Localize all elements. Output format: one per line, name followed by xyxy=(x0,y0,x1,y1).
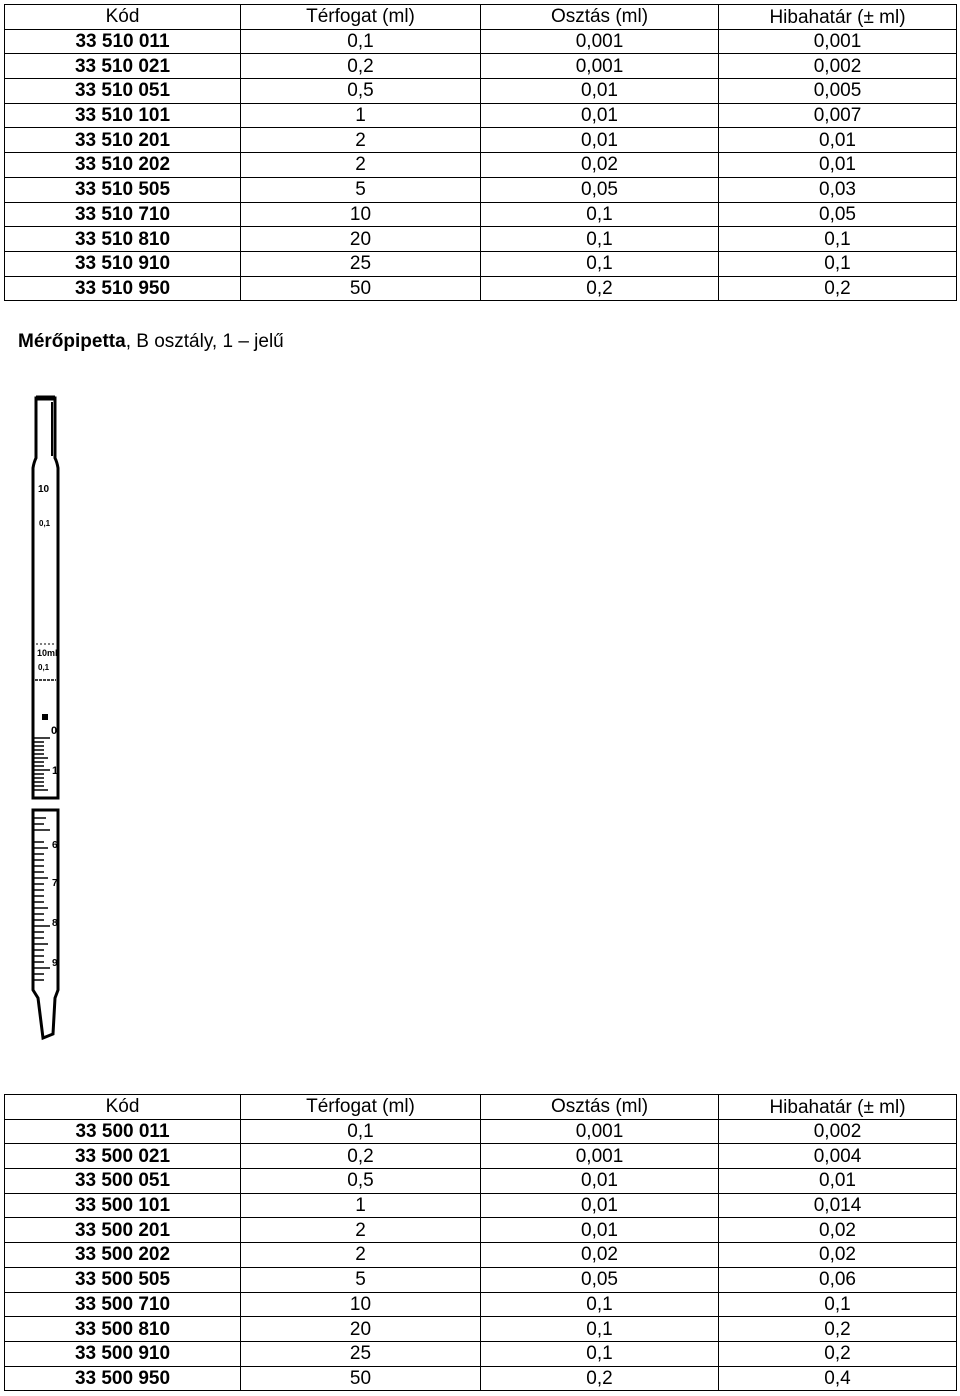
cell-volume: 2 xyxy=(241,128,481,153)
cell-code: 33 500 505 xyxy=(5,1267,241,1292)
cell-volume: 0,5 xyxy=(241,79,481,104)
table-row xyxy=(5,153,957,178)
pipette-label-one: 1 xyxy=(52,765,59,777)
cell-volume: 2 xyxy=(241,1243,481,1268)
cell-volume: 50 xyxy=(241,1366,481,1391)
caption-title: Mérőpipetta xyxy=(18,331,126,352)
pipette-label-six: 6 xyxy=(52,840,58,851)
cell-division: 0,2 xyxy=(481,276,719,301)
cell-division: 0,05 xyxy=(481,1267,719,1292)
cell-volume: 2 xyxy=(241,1218,481,1243)
specification-table-bottom xyxy=(4,1094,957,1391)
cell-code: 33 500 710 xyxy=(5,1292,241,1317)
pipette-lower-tube xyxy=(33,810,58,1038)
header-tolerance: Hibahatár (± ml) xyxy=(719,1095,957,1120)
cell-tolerance: 0,004 xyxy=(719,1144,957,1169)
pipette-label-seven: 7 xyxy=(52,878,58,889)
cell-volume: 25 xyxy=(241,1341,481,1366)
table-row xyxy=(5,79,957,104)
cell-division: 0,01 xyxy=(481,1169,719,1194)
cell-code: 33 510 202 xyxy=(5,153,241,178)
cell-division: 0,01 xyxy=(481,128,719,153)
cell-division: 0,02 xyxy=(481,1243,719,1268)
table-row xyxy=(5,227,957,252)
cell-division: 0,001 xyxy=(481,1119,719,1144)
header-division: Osztás (ml) xyxy=(481,5,719,30)
cell-division: 0,001 xyxy=(481,1144,719,1169)
cell-volume: 1 xyxy=(241,103,481,128)
cell-division: 0,01 xyxy=(481,1218,719,1243)
header-code: Kód xyxy=(5,5,241,30)
cell-code: 33 500 810 xyxy=(5,1317,241,1342)
table-row xyxy=(5,1292,957,1317)
table-row xyxy=(5,1341,957,1366)
cell-tolerance: 0,4 xyxy=(719,1366,957,1391)
cell-code: 33 510 021 xyxy=(5,54,241,79)
table-body xyxy=(5,1119,957,1391)
cell-volume: 5 xyxy=(241,177,481,202)
header-code: Kód xyxy=(5,1095,241,1120)
cell-division: 0,05 xyxy=(481,177,719,202)
cell-tolerance: 0,05 xyxy=(719,202,957,227)
product-caption xyxy=(18,331,284,353)
cell-code: 33 500 021 xyxy=(5,1144,241,1169)
cell-volume: 20 xyxy=(241,1317,481,1342)
cell-volume: 0,2 xyxy=(241,54,481,79)
table-row xyxy=(5,128,957,153)
cell-volume: 1 xyxy=(241,1193,481,1218)
cell-division: 0,1 xyxy=(481,251,719,276)
cell-code: 33 510 201 xyxy=(5,128,241,153)
cell-code: 33 500 201 xyxy=(5,1218,241,1243)
cell-tolerance: 0,02 xyxy=(719,1243,957,1268)
cell-volume: 0,2 xyxy=(241,1144,481,1169)
cell-volume: 0,1 xyxy=(241,29,481,54)
table-row xyxy=(5,177,957,202)
pipette-label-zero: 0 xyxy=(51,725,58,737)
table-row xyxy=(5,54,957,79)
cell-division: 0,2 xyxy=(481,1366,719,1391)
cell-volume: 20 xyxy=(241,227,481,252)
cell-tolerance: 0,01 xyxy=(719,1169,957,1194)
header-volume: Térfogat (ml) xyxy=(241,5,481,30)
cell-tolerance: 0,2 xyxy=(719,1341,957,1366)
cell-tolerance: 0,002 xyxy=(719,54,957,79)
cell-tolerance: 0,2 xyxy=(719,1317,957,1342)
cell-tolerance: 0,014 xyxy=(719,1193,957,1218)
specification-table-top xyxy=(4,4,957,301)
cell-code: 33 500 051 xyxy=(5,1169,241,1194)
caption-subtitle: , B osztály, 1 – jelű xyxy=(125,331,284,352)
table-row xyxy=(5,103,957,128)
cell-tolerance: 0,1 xyxy=(719,1292,957,1317)
cell-volume: 10 xyxy=(241,1292,481,1317)
cell-code: 33 500 011 xyxy=(5,1119,241,1144)
table-row xyxy=(5,1119,957,1144)
cell-tolerance: 0,01 xyxy=(719,128,957,153)
cell-code: 33 510 950 xyxy=(5,276,241,301)
table-body xyxy=(5,29,957,301)
cell-volume: 10 xyxy=(241,202,481,227)
cell-division: 0,01 xyxy=(481,1193,719,1218)
cell-volume: 2 xyxy=(241,153,481,178)
header-volume: Térfogat (ml) xyxy=(241,1095,481,1120)
graduated-pipette-illustration xyxy=(24,390,68,1042)
cell-volume: 50 xyxy=(241,276,481,301)
cell-code: 33 510 810 xyxy=(5,227,241,252)
cell-code: 33 510 101 xyxy=(5,103,241,128)
cell-tolerance: 0,1 xyxy=(719,227,957,252)
table-row xyxy=(5,1169,957,1194)
table-row xyxy=(5,202,957,227)
header-tolerance: Hibahatár (± ml) xyxy=(719,5,957,30)
cell-tolerance: 0,2 xyxy=(719,276,957,301)
cell-code: 33 510 910 xyxy=(5,251,241,276)
cell-tolerance: 0,005 xyxy=(719,79,957,104)
cell-code: 33 510 710 xyxy=(5,202,241,227)
table-row xyxy=(5,29,957,54)
cell-division: 0,1 xyxy=(481,1341,719,1366)
pipette-upper-tube xyxy=(33,398,58,798)
cell-code: 33 500 202 xyxy=(5,1243,241,1268)
table-row xyxy=(5,1267,957,1292)
cell-code: 33 500 910 xyxy=(5,1341,241,1366)
pipette-label-volume: 10 xyxy=(38,484,50,495)
cell-division: 0,01 xyxy=(481,79,719,104)
table-row xyxy=(5,1243,957,1268)
cell-division: 0,001 xyxy=(481,29,719,54)
cell-division: 0,02 xyxy=(481,153,719,178)
cell-tolerance: 0,03 xyxy=(719,177,957,202)
pipette-label-ml: 10ml xyxy=(37,648,58,658)
pipette-label-division: 0,1 xyxy=(39,519,51,528)
cell-volume: 0,1 xyxy=(241,1119,481,1144)
cell-code: 33 510 051 xyxy=(5,79,241,104)
cell-code: 33 500 101 xyxy=(5,1193,241,1218)
cell-code: 33 510 011 xyxy=(5,29,241,54)
cell-tolerance: 0,01 xyxy=(719,153,957,178)
pipette-label-nine: 9 xyxy=(52,958,58,969)
cell-division: 0,1 xyxy=(481,1317,719,1342)
table-row xyxy=(5,251,957,276)
cell-tolerance: 0,002 xyxy=(719,1119,957,1144)
table-row xyxy=(5,276,957,301)
cell-tolerance: 0,001 xyxy=(719,29,957,54)
table-row xyxy=(5,1144,957,1169)
header-division: Osztás (ml) xyxy=(481,1095,719,1120)
table-header-row xyxy=(5,1095,957,1120)
cell-division: 0,1 xyxy=(481,227,719,252)
cell-tolerance: 0,1 xyxy=(719,251,957,276)
cell-tolerance: 0,02 xyxy=(719,1218,957,1243)
pipette-label-division-2: 0,1 xyxy=(38,663,50,672)
table-header-row xyxy=(5,5,957,30)
cell-division: 0,1 xyxy=(481,202,719,227)
cell-code: 33 510 505 xyxy=(5,177,241,202)
table-row xyxy=(5,1317,957,1342)
table-row xyxy=(5,1193,957,1218)
cell-volume: 25 xyxy=(241,251,481,276)
cell-code: 33 500 950 xyxy=(5,1366,241,1391)
table-row xyxy=(5,1218,957,1243)
cell-volume: 5 xyxy=(241,1267,481,1292)
cell-division: 0,1 xyxy=(481,1292,719,1317)
cell-tolerance: 0,007 xyxy=(719,103,957,128)
pipette-label-eight: 8 xyxy=(52,918,58,929)
cell-division: 0,001 xyxy=(481,54,719,79)
cell-tolerance: 0,06 xyxy=(719,1267,957,1292)
cell-volume: 0,5 xyxy=(241,1169,481,1194)
cell-division: 0,01 xyxy=(481,103,719,128)
table-row xyxy=(5,1366,957,1391)
